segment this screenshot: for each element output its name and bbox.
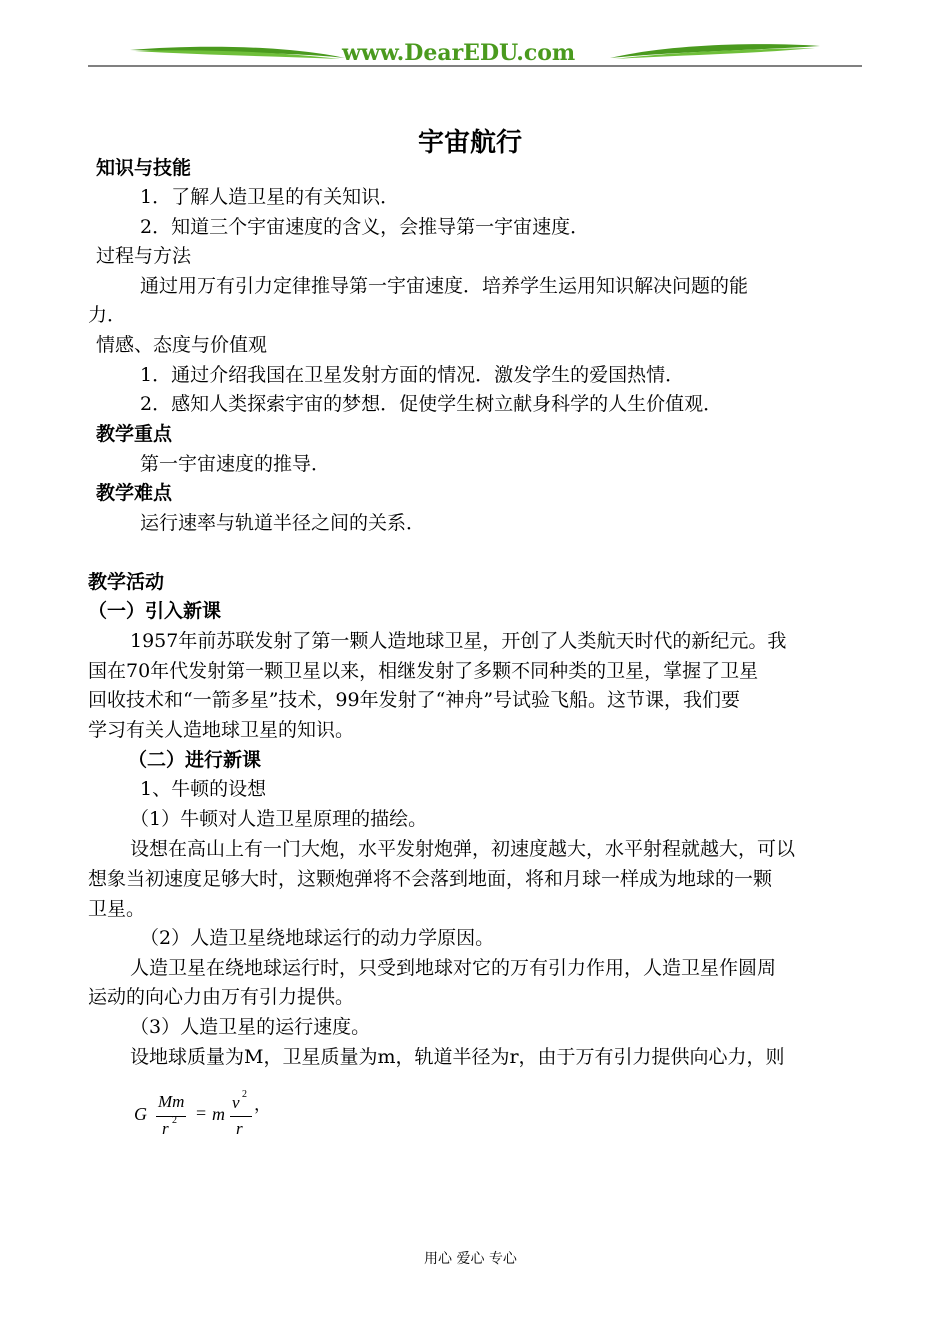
formula-num-right-sup: 2	[242, 1089, 247, 1100]
formula-den-left: r	[162, 1119, 169, 1138]
part2-para2-line-1: 人造卫星在绕地球运行时，只受到地球对它的万有引力作用，人造卫星作圆周	[130, 957, 777, 979]
difficulty-text: 运行速率与轨道半径之间的关系．	[140, 512, 426, 534]
formula-comma: ，	[254, 1095, 271, 1114]
part2-para2-line-2: 运动的向心力由万有引力提供。	[88, 986, 355, 1008]
heading-difficulty: 教学难点	[96, 482, 173, 504]
site-logo-text: www.DearEDU.com	[342, 40, 576, 66]
heading-activity: 教学活动	[88, 571, 165, 593]
part1-line-1: 1957年前苏联发射了第一颗人造地球卫星，开创了人类航天时代的新纪元。我	[130, 630, 787, 652]
part2-para1-line-3: 卫星。	[88, 898, 146, 920]
process-text-1: 通过用万有引力定律推导第一宇宙速度．培养学生运用知识解决问题的能	[140, 275, 749, 297]
part2-para1-line-2: 想象当初速度足够大时，这颗炮弹将不会落到地面，将和月球一样成为地球的一颗	[88, 868, 773, 890]
part2-sub1c: （3）人造卫星的运行速度。	[130, 1016, 371, 1038]
emotion-item-2: 2．感知人类探索宇宙的梦想．促使学生树立献身科学的人生价值观．	[140, 393, 723, 415]
heading-knowledge: 知识与技能	[96, 157, 192, 179]
gravity-formula	[132, 1090, 292, 1150]
heading-part1: （一）引入新课	[88, 600, 222, 622]
formula-m: m	[212, 1104, 225, 1124]
fraction-bar-right	[230, 1116, 252, 1117]
part1-line-2: 国在70年代发射第一颗卫星以来，相继发射了多颗不同种类的卫星，掌握了卫星	[88, 660, 759, 682]
formula-g: G	[134, 1104, 147, 1124]
formula-num-right: v	[232, 1093, 240, 1112]
part2-sub1: 1、牛顿的设想	[140, 778, 267, 800]
heading-key-point: 教学重点	[96, 423, 173, 445]
formula-num-left: Mm	[158, 1092, 185, 1111]
part2-para1-line-1: 设想在高山上有一门大炮，水平发射炮弹，初速度越大，水平射程就越大，可以	[130, 838, 796, 860]
formula-den-right: r	[236, 1119, 243, 1138]
part2-para3: 设地球质量为M，卫星质量为m，轨道半径为r，由于万有引力提供向心力，则	[130, 1046, 785, 1068]
fraction-bar-left	[156, 1116, 186, 1117]
knowledge-item-1: 1．了解人造卫星的有关知识．	[140, 186, 400, 208]
part2-sub1b: （2）人造卫星绕地球运行的动力学原因。	[140, 927, 495, 949]
formula-equals: =	[196, 1103, 207, 1123]
heading-emotion: 情感、态度与价值观	[96, 334, 268, 356]
part1-line-4: 学习有关人造地球卫星的知识。	[88, 719, 355, 741]
page-footer: 用心 爱心 专心	[424, 1251, 517, 1267]
page-title: 宇宙航行	[418, 128, 523, 158]
emotion-item-1: 1．通过介绍我国在卫星发射方面的情况．激发学生的爱国热情．	[140, 364, 685, 386]
knowledge-item-2: 2．知道三个宇宙速度的含义，会推导第一宇宙速度．	[140, 216, 590, 238]
process-text-2: 力．	[88, 304, 127, 326]
key-point-text: 第一宇宙速度的推导．	[140, 453, 331, 475]
heading-part2: （二）进行新课	[128, 749, 262, 771]
formula-den-left-sup: 2	[172, 1115, 177, 1126]
part1-line-3: 回收技术和“一箭多星”技术，99年发射了“神舟”号试验飞船。这节课，我们要	[88, 689, 741, 711]
part2-sub1a: （1）牛顿对人造卫星原理的描绘。	[130, 808, 428, 830]
heading-process: 过程与方法	[96, 245, 192, 267]
